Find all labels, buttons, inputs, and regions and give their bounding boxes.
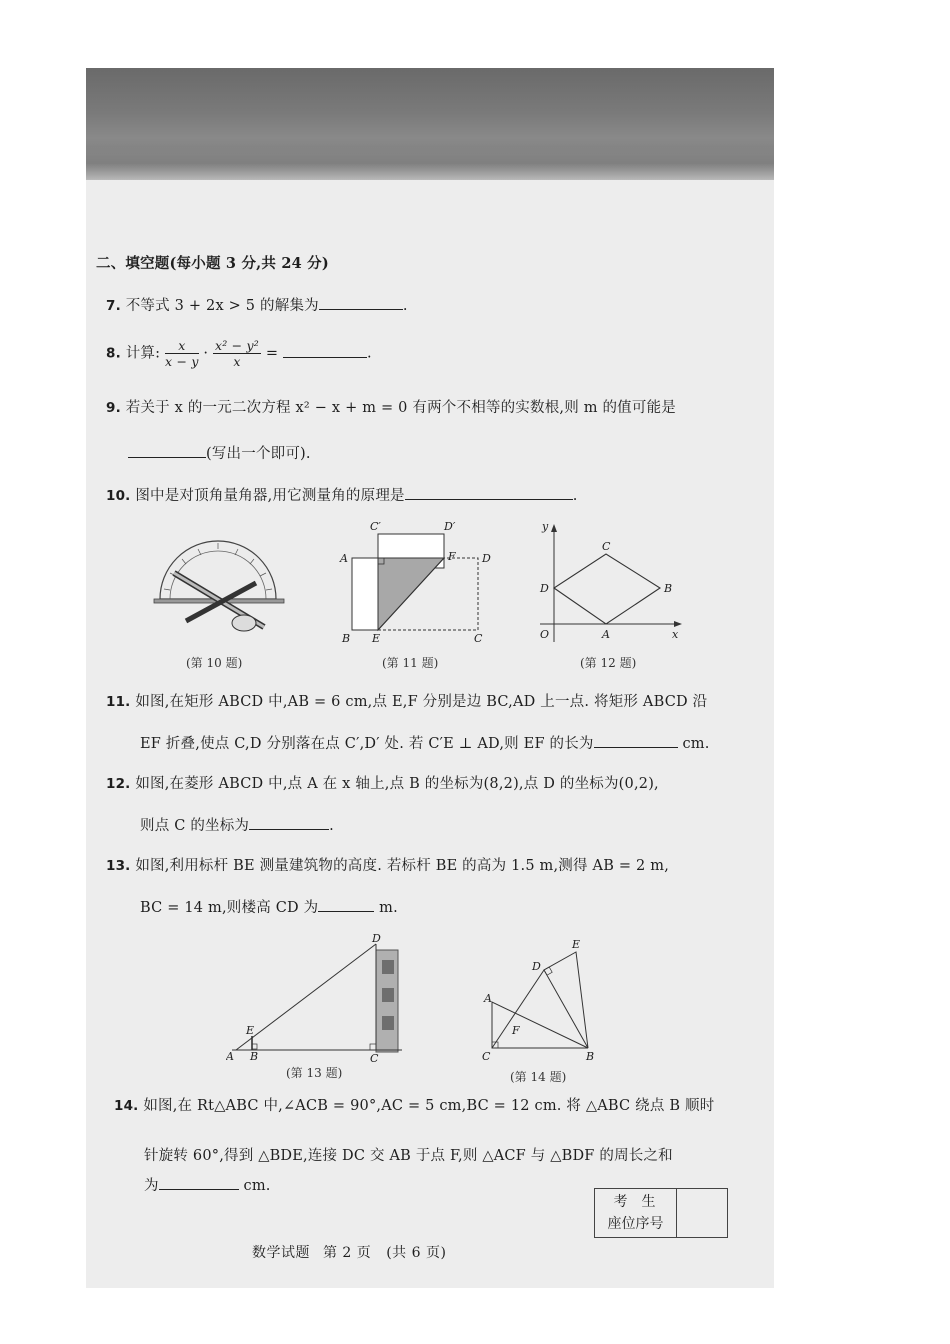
fold-shadow (86, 138, 774, 180)
fig14-label-e: E (572, 938, 581, 951)
q8-fraction-1: $\frac{x}{x - y}$ (165, 338, 199, 369)
q13-text-2: BC = 14 m,则楼高 CD 为 (140, 900, 319, 916)
fig13-label-a: A (226, 1050, 234, 1063)
question-13-line2 (140, 896, 398, 917)
fig12-label-d: D (540, 582, 549, 595)
fig12-label-o: O (540, 628, 550, 641)
fig11-label-d: D (482, 552, 491, 565)
q14-number: 14. (114, 1098, 139, 1114)
question-8 (106, 338, 372, 369)
caption-fig-12: (第 12 题) (580, 656, 637, 670)
fig13-label-d: D (372, 932, 381, 945)
fig11-label-cprime: C′ (370, 520, 381, 533)
q12-end: . (329, 818, 334, 834)
fig12-label-a: A (602, 628, 610, 641)
q8-equals: = (265, 345, 279, 362)
q11-text-1: 如图,在矩形 ABCD 中,AB = 6 cm,点 E,F 分别是边 BC,AD 上一点. 将矩形 ABCD 沿 (135, 694, 708, 710)
caption-fig-14: (第 14 题) (510, 1070, 567, 1084)
fig14-label-d: D (532, 960, 541, 973)
question-7 (106, 294, 408, 315)
q10-text: 图中是对顶角量角器,用它测量角的原理是 (135, 488, 405, 504)
q8-dot: · (203, 345, 209, 362)
page-photo (86, 68, 774, 1288)
q11-number: 11. (106, 694, 131, 710)
q10-end: . (572, 488, 578, 504)
fig13-label-b: B (250, 1050, 259, 1063)
q14-text-1: 如图,在 Rt△ABC 中,∠ACB = 90°,AC = 5 cm,BC = 12 cm. 将 △ABC 绕点 B 顺时 (143, 1098, 715, 1114)
q9-number: 9. (106, 400, 121, 416)
q7-answer-blank[interactable] (319, 295, 403, 310)
q14-text-3: 为 (144, 1178, 159, 1194)
caption-fig-13: (第 13 题) (286, 1066, 343, 1080)
figure-11-rectangle-fold (334, 520, 494, 650)
q14-answer-blank[interactable] (159, 1175, 239, 1190)
fig12-label-b: B (664, 582, 673, 595)
q12-text-1: 如图,在菱形 ABCD 中,点 A 在 x 轴上,点 B 的坐标为(8,2),点 D 的坐标为(0,2), (135, 776, 659, 792)
fig14-label-c: C (482, 1050, 491, 1063)
q10-answer-blank[interactable] (405, 485, 573, 500)
seat-label-line2: 座位序号 (607, 1216, 664, 1232)
fig14-label-f: F (512, 1024, 520, 1037)
fig14-label-a: A (484, 992, 492, 1005)
seat-number-label (595, 1189, 677, 1237)
page-footer (252, 1242, 446, 1262)
q8-end: . (366, 345, 372, 362)
question-14-line3 (144, 1174, 271, 1195)
fig12-label-c: C (602, 540, 611, 553)
q8-number: 8. (106, 345, 121, 362)
q11-unit: cm. (677, 736, 710, 752)
question-12 (106, 772, 659, 793)
fig12-label-y: y (542, 520, 549, 533)
fig11-label-dprime: D′ (444, 520, 456, 533)
seat-number-box (594, 1188, 728, 1238)
section-heading: 二、填空题(每小题 3 分,共 24 分) (96, 255, 329, 272)
fig14-label-b: B (586, 1050, 595, 1063)
question-11 (106, 690, 707, 711)
q9-hint: (写出一个即可). (206, 446, 311, 462)
question-11-line2 (140, 732, 710, 753)
fig12-label-x: x (672, 628, 679, 641)
q13-number: 13. (106, 858, 131, 874)
q9-text: 若关于 x 的一元二次方程 x² − x + m = 0 有两个不相等的实数根,则 m 的值可能是 (125, 400, 676, 416)
footer-title: 数学试题 (252, 1245, 310, 1261)
q12-answer-blank[interactable] (249, 815, 329, 830)
fig11-label-a: A (340, 552, 348, 565)
q9-answer-blank[interactable] (128, 443, 206, 458)
figure-13-building-triangle (226, 930, 406, 1064)
figure-12-rhombus (530, 520, 690, 650)
q7-text: 不等式 3 + 2x > 5 的解集为 (125, 298, 319, 314)
fig11-label-c: C (474, 632, 483, 645)
figure-14-rotated-triangles (472, 930, 602, 1064)
caption-fig-11: (第 11 题) (382, 656, 439, 670)
q7-end: . (402, 298, 408, 314)
q8-answer-blank[interactable] (283, 343, 367, 358)
fig11-label-b: B (342, 632, 351, 645)
fig11-label-f: F (448, 550, 456, 563)
q11-text-2: EF 折叠,使点 C,D 分别落在点 C′,D′ 处. 若 C′E ⊥ AD,则 EF 的长为 (140, 736, 594, 752)
q12-text-2: 则点 C 的坐标为 (140, 818, 250, 834)
q13-text-1: 如图,利用标杆 BE 测量建筑物的高度. 若标杆 BE 的高为 1.5 m,测得 AB = 2 m, (135, 858, 670, 874)
q14-unit: cm. (238, 1178, 271, 1194)
figure-10-protractor (146, 523, 296, 643)
fig13-label-c: C (370, 1052, 379, 1064)
q12-number: 12. (106, 776, 131, 792)
question-10 (106, 484, 578, 505)
q13-answer-blank[interactable] (318, 897, 374, 912)
q8-prefix: 计算: (125, 345, 161, 362)
q8-fraction-2: $\frac{\text{x² − y²}}{x}$ (215, 338, 259, 369)
fig13-label-e: E (246, 1024, 255, 1037)
question-14 (114, 1094, 714, 1115)
seat-label-line1: 考生 (613, 1194, 670, 1210)
footer-page: 第 2 页 (322, 1245, 372, 1261)
caption-fig-10: (第 10 题) (186, 656, 243, 670)
q14-text-2: 针旋转 60°,得到 △BDE,连接 DC 交 AB 于点 F,则 △ACF 与 △BDF 的周长之和 (144, 1148, 673, 1164)
q10-number: 10. (106, 488, 131, 504)
question-12-line2 (140, 814, 334, 835)
question-14-line2 (144, 1144, 673, 1165)
footer-total: (共 6 页) (386, 1245, 447, 1261)
question-9 (106, 396, 676, 417)
fig11-label-e: E (372, 632, 381, 645)
q7-number: 7. (106, 298, 121, 314)
question-13 (106, 854, 669, 875)
q13-unit: m. (374, 900, 398, 916)
q11-answer-blank[interactable] (594, 733, 678, 748)
question-9-line2 (128, 442, 311, 463)
